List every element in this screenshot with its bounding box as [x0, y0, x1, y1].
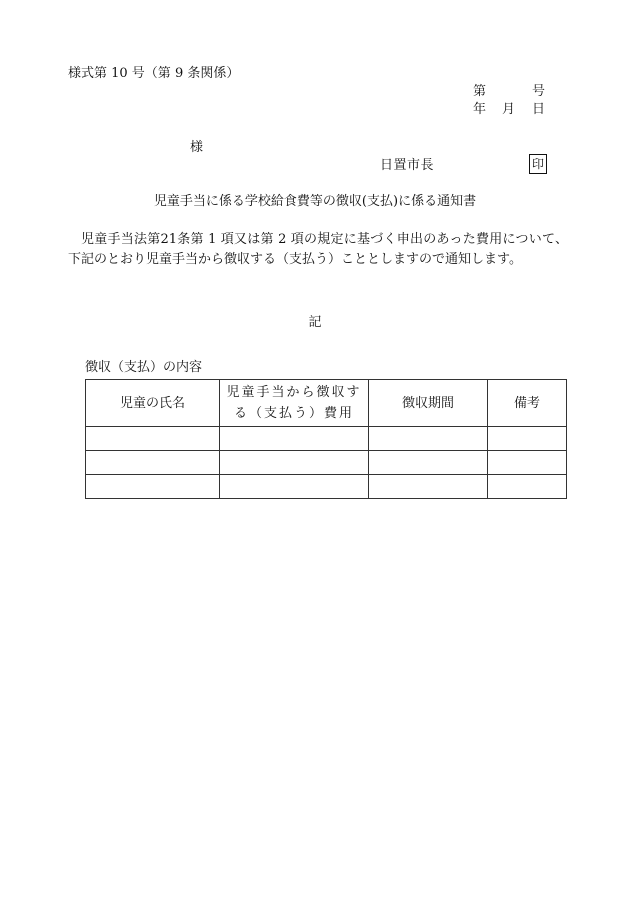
issuer-name: 日置市長 — [380, 158, 435, 173]
cell-period[interactable] — [369, 427, 488, 451]
seal-stamp-box: 印 — [529, 154, 547, 174]
cell-fee[interactable] — [220, 427, 369, 451]
cell-child-name[interactable] — [86, 427, 220, 451]
cell-remarks[interactable] — [488, 427, 567, 451]
ki-heading: 記 — [308, 315, 322, 330]
table-caption: 徴収（支払）の内容 — [85, 360, 203, 375]
cell-remarks[interactable] — [488, 475, 567, 499]
header-child-name: 児童の氏名 — [86, 380, 220, 427]
fee-table — [85, 379, 567, 499]
cell-remarks[interactable] — [488, 451, 567, 475]
table-header-row — [86, 380, 567, 427]
date-day-label: 日 — [532, 102, 546, 117]
document-number-suffix: 号 — [532, 84, 546, 99]
document-title: 児童手当に係る学校給食費等の徴収(支払)に係る通知書 — [153, 194, 477, 209]
cell-period[interactable] — [369, 475, 488, 499]
table-row — [86, 451, 567, 475]
cell-fee[interactable] — [220, 475, 369, 499]
header-period: 徴収期間 — [369, 380, 488, 427]
recipient-honorific: 様 — [190, 140, 204, 155]
form-number: 様式第 10 号（第 9 条関係） — [68, 66, 240, 81]
table-row — [86, 475, 567, 499]
date-month-label: 月 — [502, 102, 516, 117]
table-row — [86, 427, 567, 451]
header-fee: 児童手当から徴収する（支払う）費用 — [220, 380, 369, 427]
document-number-label: 第 — [473, 84, 487, 99]
header-remarks: 備考 — [488, 380, 567, 427]
body-paragraph: 児童手当法第21条第 1 項又は第 2 項の規定に基づく申出のあった費用について、下記のとおり児童手当から徴収する（支払う）こととしますので通知します。 — [68, 232, 568, 267]
date-year-label: 年 — [473, 102, 487, 117]
cell-period[interactable] — [369, 451, 488, 475]
cell-child-name[interactable] — [86, 451, 220, 475]
cell-fee[interactable] — [220, 451, 369, 475]
cell-child-name[interactable] — [86, 475, 220, 499]
